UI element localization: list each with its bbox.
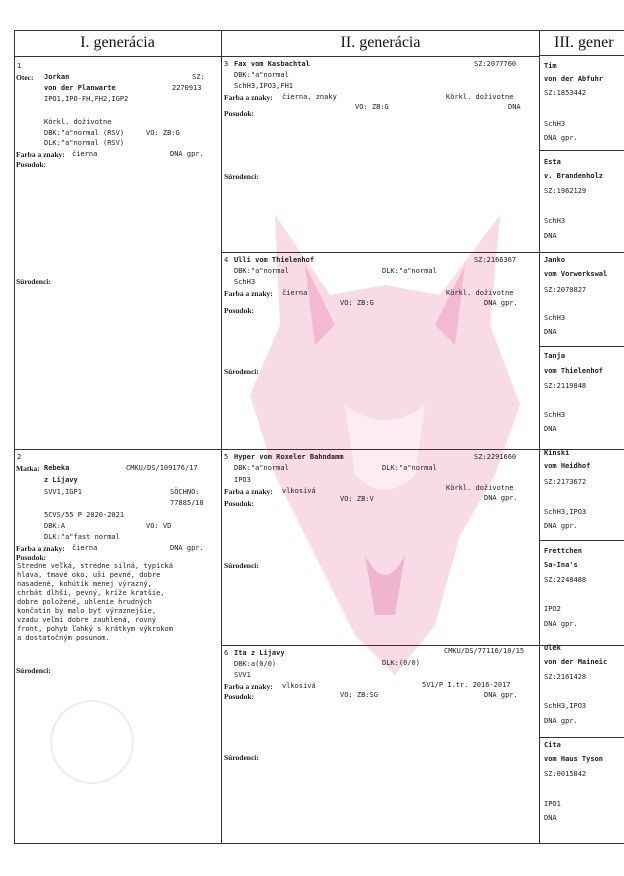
gen3-name-line1: Cita <box>544 741 561 749</box>
gen3-split-7 <box>540 737 624 738</box>
gen2-sz: SZ:2077760 <box>474 60 517 68</box>
gen3-name-line1: Tanja <box>544 352 566 360</box>
sire-titles: IPO1,IPO-FH,FH2,IGP2 <box>44 95 129 103</box>
gen3-dna: DNA <box>544 814 557 822</box>
posudok-line: hlava, tmavé oko, uši pevné, dobre <box>17 571 161 579</box>
gen3-dna: DNA gpr. <box>544 134 578 142</box>
gen3-name-line2: vom Vorwerkswal <box>544 270 608 278</box>
gen2-titles: SchH3 <box>234 278 256 286</box>
gen3-titles: SchH3 <box>544 217 566 225</box>
dam-posudok-label: Posudok: <box>16 553 47 562</box>
gen3-titles: SchH3 <box>544 120 566 128</box>
posudok-line: dobre položené, uhlenie hrudných <box>17 598 152 606</box>
sire-farba-label: Farba a znaky: <box>16 150 65 159</box>
wolf-watermark <box>235 175 535 695</box>
sire-number: 1 <box>17 62 22 70</box>
gen2-name: Ita z Lijavy <box>234 649 285 657</box>
dam-surodenci-label: Súrodenci: <box>16 666 51 675</box>
gen3-name-line2: vom Thielenhof <box>544 367 604 375</box>
gen3-sz: SZ:2161428 <box>544 673 587 681</box>
gen3-titles: SchH3 <box>544 314 566 322</box>
gen2-split-1 <box>222 252 540 253</box>
sire-dbk: DBK:"a"normal (RSV) <box>44 129 125 137</box>
gen2-farba-label: Farba a znaky: <box>224 93 273 102</box>
gen3-sz: SZ:2119848 <box>544 382 587 390</box>
gen3-name-line1: Tim <box>544 62 557 70</box>
header-gen1: I. generácia <box>14 30 221 57</box>
gen3-dna: DNA <box>544 328 557 336</box>
gen2-farba-label: Farba a znaky: <box>224 487 273 496</box>
gen2-dna: DNA <box>508 103 521 111</box>
gen2-dbk: DBK:"a"normal <box>234 464 289 472</box>
gen3-sz: SZ:1853442 <box>544 89 587 97</box>
gen2-name: Hyper vom Roxeler Bahndamm <box>234 453 344 461</box>
gen2-farba: vlkosivá <box>282 682 316 690</box>
gen3-titles: SchH3 <box>544 411 566 419</box>
gen2-surodenci-label: Súrodenci: <box>224 753 259 762</box>
gen2-dna: DNA gpr. <box>484 299 518 307</box>
gen2-posudok-label: Posudok: <box>224 499 255 508</box>
dam-name-line2: z Lijavy <box>44 476 78 484</box>
sire-posudok-label: Posudok: <box>16 160 47 169</box>
gen2-dlk: DLK:"a"normal <box>382 464 437 472</box>
gen3-titles: SchH3,IPO3 <box>544 702 587 710</box>
gen3-sz: SZ:2248488 <box>544 576 587 584</box>
top-border <box>14 30 624 31</box>
col-divider-1 <box>221 30 222 843</box>
dam-sochno-label: SÖCHNO: <box>170 488 200 496</box>
dam-dna: DNA gpr. <box>170 544 204 552</box>
gen2-dlk: DLK:"a"normal <box>382 267 437 275</box>
gen2-sz: SZ:2166367 <box>474 256 517 264</box>
gen2-dna: DNA gpr. <box>484 691 518 699</box>
gen2-farba-label: Farba a znaky: <box>224 289 273 298</box>
bottom-border <box>14 843 624 844</box>
gen3-titles: SchH3,IPO3 <box>544 508 587 516</box>
gen2-sz: SZ:2291660 <box>474 453 517 461</box>
gen2-farba: čierna <box>282 289 308 297</box>
gen3-name-line1: Janko <box>544 256 566 264</box>
gen3-name-line1: Frettchen <box>544 547 582 555</box>
dam-name-line1: Rebeka <box>44 464 70 472</box>
gen3-sz: SZ:1962129 <box>544 187 587 195</box>
sire-surodenci-label: Súrodenci: <box>16 277 51 286</box>
gen2-dna: DNA gpr. <box>484 494 518 502</box>
gen3-dna: DNA gpr. <box>544 717 578 725</box>
gen3-name-line2: von der Abfuhr <box>544 75 604 83</box>
gen2-split-2 <box>222 449 540 450</box>
sire-farba: čierna <box>72 150 98 158</box>
gen3-sz: SZ:2070827 <box>544 286 587 294</box>
dam-farba: čierna <box>72 544 98 552</box>
gen2-surodenci-label: Súrodenci: <box>224 172 259 181</box>
gen2-dbk: DBK:"a"normal <box>234 267 289 275</box>
gen3-dna: DNA gpr. <box>544 620 578 628</box>
gen2-number: 5 <box>224 453 229 461</box>
gen2-surodenci-label: Súrodenci: <box>224 367 259 376</box>
gen3-split-1 <box>540 150 624 151</box>
gen2-farba: čierna, znaky <box>282 93 337 101</box>
sire-sz-number: 2270913 <box>172 84 202 92</box>
dam-label: Matka: <box>16 464 40 473</box>
sire-dna: DNA gpr. <box>170 150 204 158</box>
col-divider-2 <box>539 30 540 843</box>
dam-reg: CMKU/DS/109176/17 <box>126 464 198 472</box>
gen2-sz: CMKU/DS/77116/10/15 <box>444 647 525 655</box>
gen2-zb: VO: ZB:V <box>340 495 374 503</box>
dam-sochno-number: 77885/18 <box>170 499 204 507</box>
gen2-korkl: Körkl. doživotne <box>446 289 514 297</box>
gen2-dlk: DLK:(0/0) <box>382 659 420 667</box>
gen2-korkl: 5V1/P I.tr. 2016-2017 <box>422 681 511 689</box>
sire-name-line2: von der Planwarte <box>44 84 116 92</box>
posudok-line: front, pohyb ľahký s krátkym výkrokom <box>17 625 173 633</box>
dam-dlk: DLK:"a"fast normal <box>44 533 120 541</box>
sire-label: Otec: <box>16 73 34 82</box>
gen2-posudok-label: Posudok: <box>224 692 255 701</box>
left-border <box>14 30 15 843</box>
gen3-name-line2: Sa-Ina's <box>544 561 578 569</box>
gen2-surodenci-label: Súrodenci: <box>224 561 259 570</box>
gen2-korkl: Körkl. doživotne <box>446 93 514 101</box>
gen2-number: 4 <box>224 256 229 264</box>
gen2-dbk: DBK:a(0/0) <box>234 660 277 668</box>
dam-dbk: DBK:A <box>44 522 66 530</box>
gen2-zb: VO: ZB:G <box>340 299 374 307</box>
faded-stamp <box>50 700 134 784</box>
gen2-dbk: DBK:"a"normal <box>234 71 289 79</box>
gen2-name: Fax vom Kasbachtal <box>234 60 310 68</box>
sire-sz-label: SZ: <box>192 73 205 81</box>
sire-korkl: Körkl. doživotne <box>44 118 112 126</box>
gen2-farba-label: Farba a znaky: <box>224 682 273 691</box>
dam-show: 5CVS/55 P 2020-2021 <box>44 511 125 519</box>
posudok-line: chrbát dlhší, pevný, kríže kratšie, <box>17 589 165 597</box>
dam-titles: SVV1,IGP1 <box>44 488 82 496</box>
dam-farba-label: Farba a znaky: <box>16 544 65 553</box>
gen3-titles: IPO2 <box>544 605 561 613</box>
gen3-split-2 <box>540 252 624 253</box>
gen2-number: 6 <box>224 649 229 657</box>
gen2-farba: vlkosivá <box>282 487 316 495</box>
posudok-line: nasadené, kohútik menej výrazný, <box>17 580 152 588</box>
gen2-titles: SchH3,IPO3,FH1 <box>234 82 294 90</box>
dam-zb: VO: VD <box>146 522 172 530</box>
sire-zb: VO: ZB:G <box>146 129 180 137</box>
gen2-titles: IPO3 <box>234 476 251 484</box>
gen3-name-line1: Olek <box>544 644 561 652</box>
header-gen2: II. generácia <box>222 30 539 57</box>
gen3-name-line1: Esta <box>544 158 561 166</box>
gen3-split-5 <box>540 540 624 541</box>
gen2-split-3 <box>222 645 540 646</box>
posudok-line: a dostatočným posunom. <box>17 634 110 642</box>
dam-number: 2 <box>17 453 22 461</box>
gen3-name-line2: v. Brandenholz <box>544 172 604 180</box>
gen3-titles: IPO1 <box>544 800 561 808</box>
posudok-line: Stredne veľká, stredne silná, typická <box>17 562 173 570</box>
gen3-sz: SZ:2173672 <box>544 478 587 486</box>
posudok-line: končatín by malo byť výraznejšie, <box>17 607 157 615</box>
gen3-name-line2: vom Haus Tyson <box>544 755 604 763</box>
gen2-name: Ulli vom Thielenhof <box>234 256 315 264</box>
gen2-korkl: Körkl. doživotne <box>446 484 514 492</box>
gen3-name-line1: Kinski <box>544 449 570 457</box>
gen3-dna: DNA gpr. <box>544 522 578 530</box>
gen3-name-line2: vom Heidhof <box>544 462 591 470</box>
sire-name-line1: Jorkan <box>44 73 70 81</box>
gen1-split <box>14 449 221 450</box>
header-gen3: III. gener <box>540 30 624 56</box>
gen3-sz: SZ:0015842 <box>544 770 587 778</box>
gen2-posudok-label: Posudok: <box>224 109 255 118</box>
gen3-dna: DNA <box>544 425 557 433</box>
gen2-titles: SVV1 <box>234 671 251 679</box>
gen3-dna: DNA <box>544 232 557 240</box>
posudok-line: vzadu veľmi dobre zauhlená, rovný <box>17 616 157 624</box>
gen3-split-3 <box>540 346 624 347</box>
sire-dlk: DLK:"a"normal (RSV) <box>44 139 125 147</box>
gen2-zb: VO: ZB:G <box>355 103 389 111</box>
gen2-zb: VO: ZB:SG <box>340 691 378 699</box>
gen2-posudok-label: Posudok: <box>224 306 255 315</box>
gen2-number: 3 <box>224 60 229 68</box>
gen3-name-line2: von der Maineic <box>544 658 608 666</box>
